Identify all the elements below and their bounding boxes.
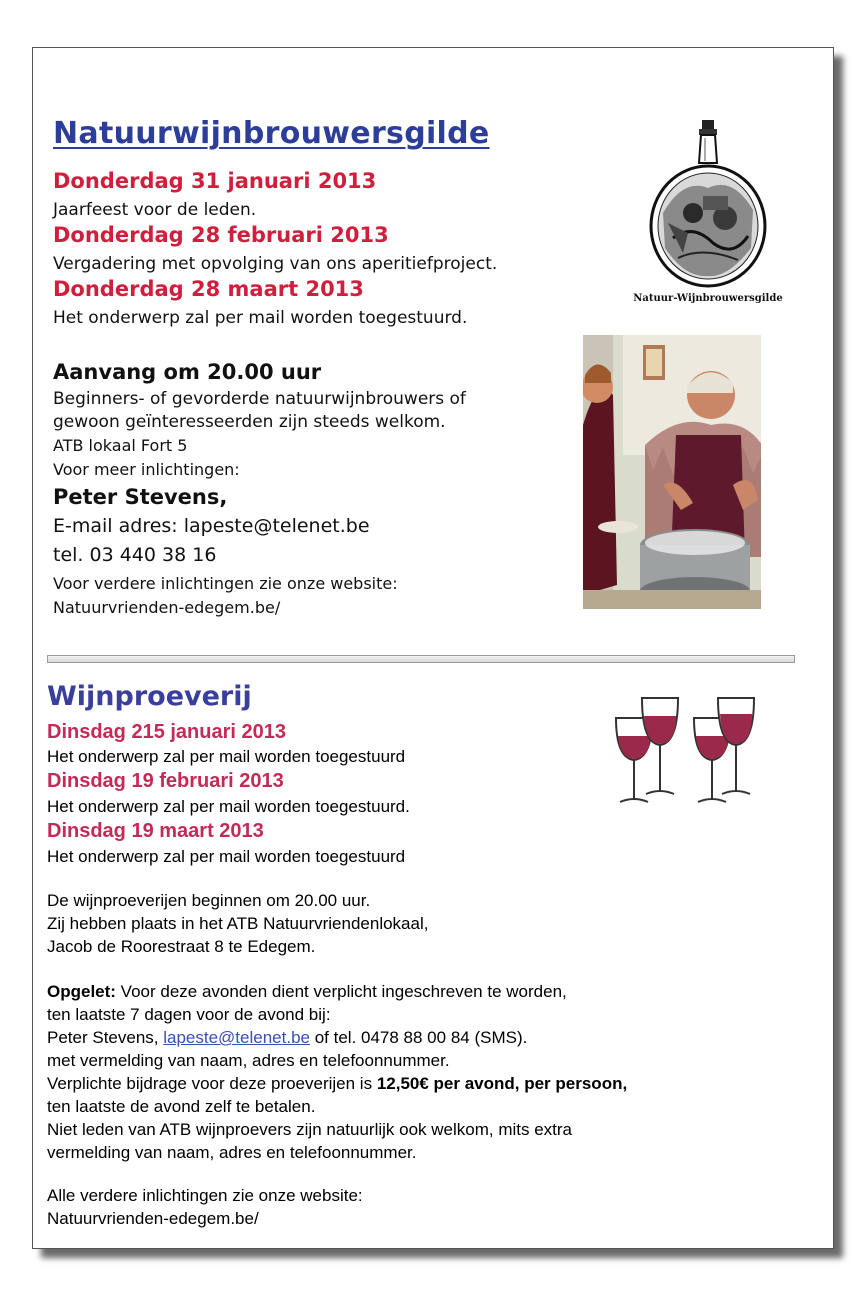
event-desc-2: Vergadering met opvolging van ons aperitiefproject. (53, 254, 498, 274)
fee-amount: 12,50€ per avond, per persoon, (376, 1074, 628, 1093)
info-line-2: Zij hebben plaats in het ATB Natuurvriendenlokaal, (47, 914, 429, 933)
welcome-line-2: gewoon geïnteresseerden zijn steeds welkom. (53, 412, 446, 432)
website-link[interactable]: Natuurvrienden-edegem.be/ (53, 598, 281, 617)
notice-phone: of tel. 0478 88 00 84 (SMS). (309, 1028, 528, 1047)
fee-line-2: ten laatste de avond zelf te betalen. (47, 1097, 316, 1116)
tasting-date-3: Dinsdag 19 maart 2013 (47, 820, 264, 842)
website-intro: Voor verdere inlichtingen zie onze website: (53, 574, 398, 593)
fee-line-1 (47, 1073, 627, 1096)
notice-text-1: Voor deze avonden dient verplicht ingeschreven te worden, (115, 982, 567, 1001)
phone-line: tel. 03 440 38 16 (53, 544, 217, 566)
notice-line-4: met vermelding van naam, adres en telefoonnummer. (47, 1051, 450, 1070)
event-date-1: Donderdag 31 januari 2013 (53, 169, 377, 193)
wijnproeverij-title: Wijnproeverij (47, 681, 252, 712)
more-info: Voor meer inlichtingen: (53, 460, 240, 479)
location: ATB lokaal Fort 5 (53, 436, 188, 455)
cooking-photo (583, 335, 761, 609)
contact-name: Peter Stevens, (53, 485, 228, 509)
fee-text: Verplichte bijdrage voor deze proeverijen is (47, 1074, 377, 1093)
section-divider (47, 655, 795, 663)
tasting-date-2: Dinsdag 19 februari 2013 (47, 770, 284, 792)
event-date-2: Donderdag 28 februari 2013 (53, 223, 389, 247)
website-link-2[interactable]: Natuurvrienden-edegem.be/ (47, 1209, 259, 1228)
tasting-desc-3: Het onderwerp zal per mail worden toegestuurd (47, 847, 406, 866)
welcome-line-1: Beginners- of gevorderde natuurwijnbrouwers of (53, 389, 466, 409)
notice-email-link[interactable]: lapeste@telenet.be (163, 1028, 310, 1047)
photo-illustration (583, 335, 761, 609)
info-line-3: Jacob de Roorestraat 8 te Edegem. (47, 937, 316, 956)
email-line: E-mail adres: lapeste@telenet.be (53, 515, 370, 537)
tasting-date-1: Dinsdag 215 januari 2013 (47, 721, 287, 743)
nonmember-line-2: vermelding van naam, adres en telefoonnummer. (47, 1143, 417, 1162)
bottle-illustration (633, 118, 783, 308)
gilde-title: Natuurwijnbrouwersgilde (53, 116, 490, 151)
notice-line-2: ten laatste 7 dagen voor de avond bij: (47, 1005, 331, 1024)
event-desc-3: Het onderwerp zal per mail worden toegestuurd. (53, 308, 468, 328)
nonmember-line-1: Niet leden van ATB wijnproevers zijn natuurlijk ook welkom, mits extra (47, 1120, 573, 1139)
info-line-1: De wijnproeverijen beginnen om 20.00 uur. (47, 891, 371, 910)
event-desc-1: Jaarfeest voor de leden. (53, 200, 257, 220)
logo-caption: Natuur-Wijnbrouwersgilde (633, 293, 783, 304)
tasting-desc-2: Het onderwerp zal per mail worden toegestuurd. (47, 797, 410, 816)
notice-line-1 (47, 981, 567, 1004)
start-time: Aanvang om 20.00 uur (53, 360, 322, 384)
flyer-page (32, 47, 834, 1249)
event-date-3: Donderdag 28 maart 2013 (53, 277, 364, 301)
notice-line-3 (47, 1027, 527, 1050)
notice-contact: Peter Stevens, (47, 1028, 164, 1047)
website-intro-2: Alle verdere inlichtingen zie onze website: (47, 1186, 363, 1205)
notice-label: Opgelet: (47, 982, 116, 1001)
wine-glasses-icon (608, 688, 768, 813)
gilde-logo (633, 118, 783, 308)
tasting-desc-1: Het onderwerp zal per mail worden toegestuurd (47, 747, 406, 766)
